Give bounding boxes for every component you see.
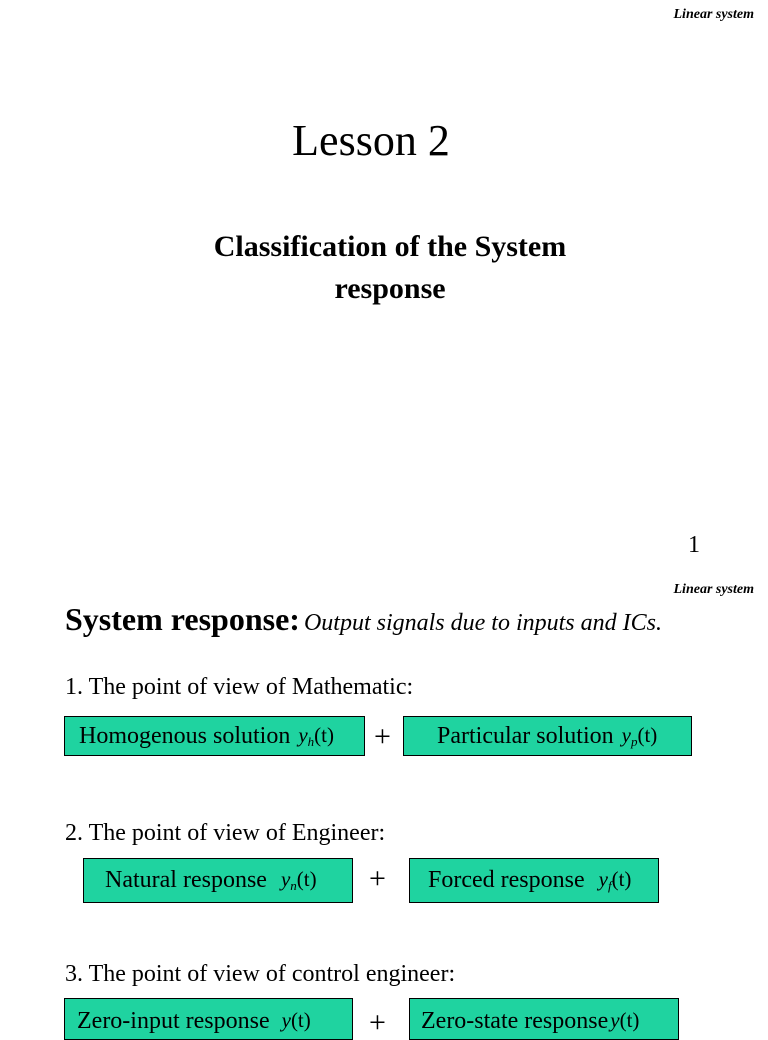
box-label: Zero-input response: [77, 1008, 270, 1034]
system-response-heading: [65, 601, 662, 638]
lesson-subtitle: [0, 226, 768, 310]
symbol: $y_n(t)$: [280, 867, 317, 893]
box-label: Natural response: [105, 867, 267, 893]
view-2-label: 2. The point of view of Engineer:: [65, 820, 386, 846]
heading-description: Output signals due to inputs and ICs.: [303, 610, 662, 636]
plus-sign: +: [374, 720, 391, 753]
page-number: 1: [688, 532, 700, 558]
header-tag-mid: Linear system: [673, 582, 754, 597]
symbol: $y_f(t)$: [598, 867, 632, 893]
box-label: Forced response: [428, 867, 585, 893]
particular-solution-box: [403, 716, 692, 756]
symbol: y(t): [610, 1008, 640, 1032]
subtitle-line-2: response: [334, 272, 446, 305]
zero-input-response-box: [64, 998, 353, 1040]
box-label: Particular solution: [437, 722, 614, 749]
view-3-label: 3. The point of view of control engineer:: [65, 961, 456, 987]
symbol: y(t): [281, 1008, 311, 1032]
natural-response-box: [83, 858, 353, 903]
plus-sign: +: [369, 862, 386, 895]
lesson-title: Lesson 2: [292, 116, 450, 165]
view-1-label: 1. The point of view of Mathematic:: [65, 674, 414, 700]
zero-state-response-box: [409, 998, 679, 1040]
symbol: $y_p(t)$: [621, 722, 658, 749]
header-tag-top: Linear system: [673, 7, 754, 22]
box-label: Homogenous solution: [79, 722, 291, 749]
subtitle-line-1: Classification of the System: [213, 230, 567, 263]
forced-response-box: [409, 858, 659, 903]
symbol: $y_h(t)$: [298, 722, 334, 749]
heading-text: System response:: [65, 601, 300, 637]
plus-sign: +: [369, 1006, 386, 1039]
homogenous-solution-box: [64, 716, 365, 756]
box-label: Zero-state response: [421, 1008, 609, 1034]
